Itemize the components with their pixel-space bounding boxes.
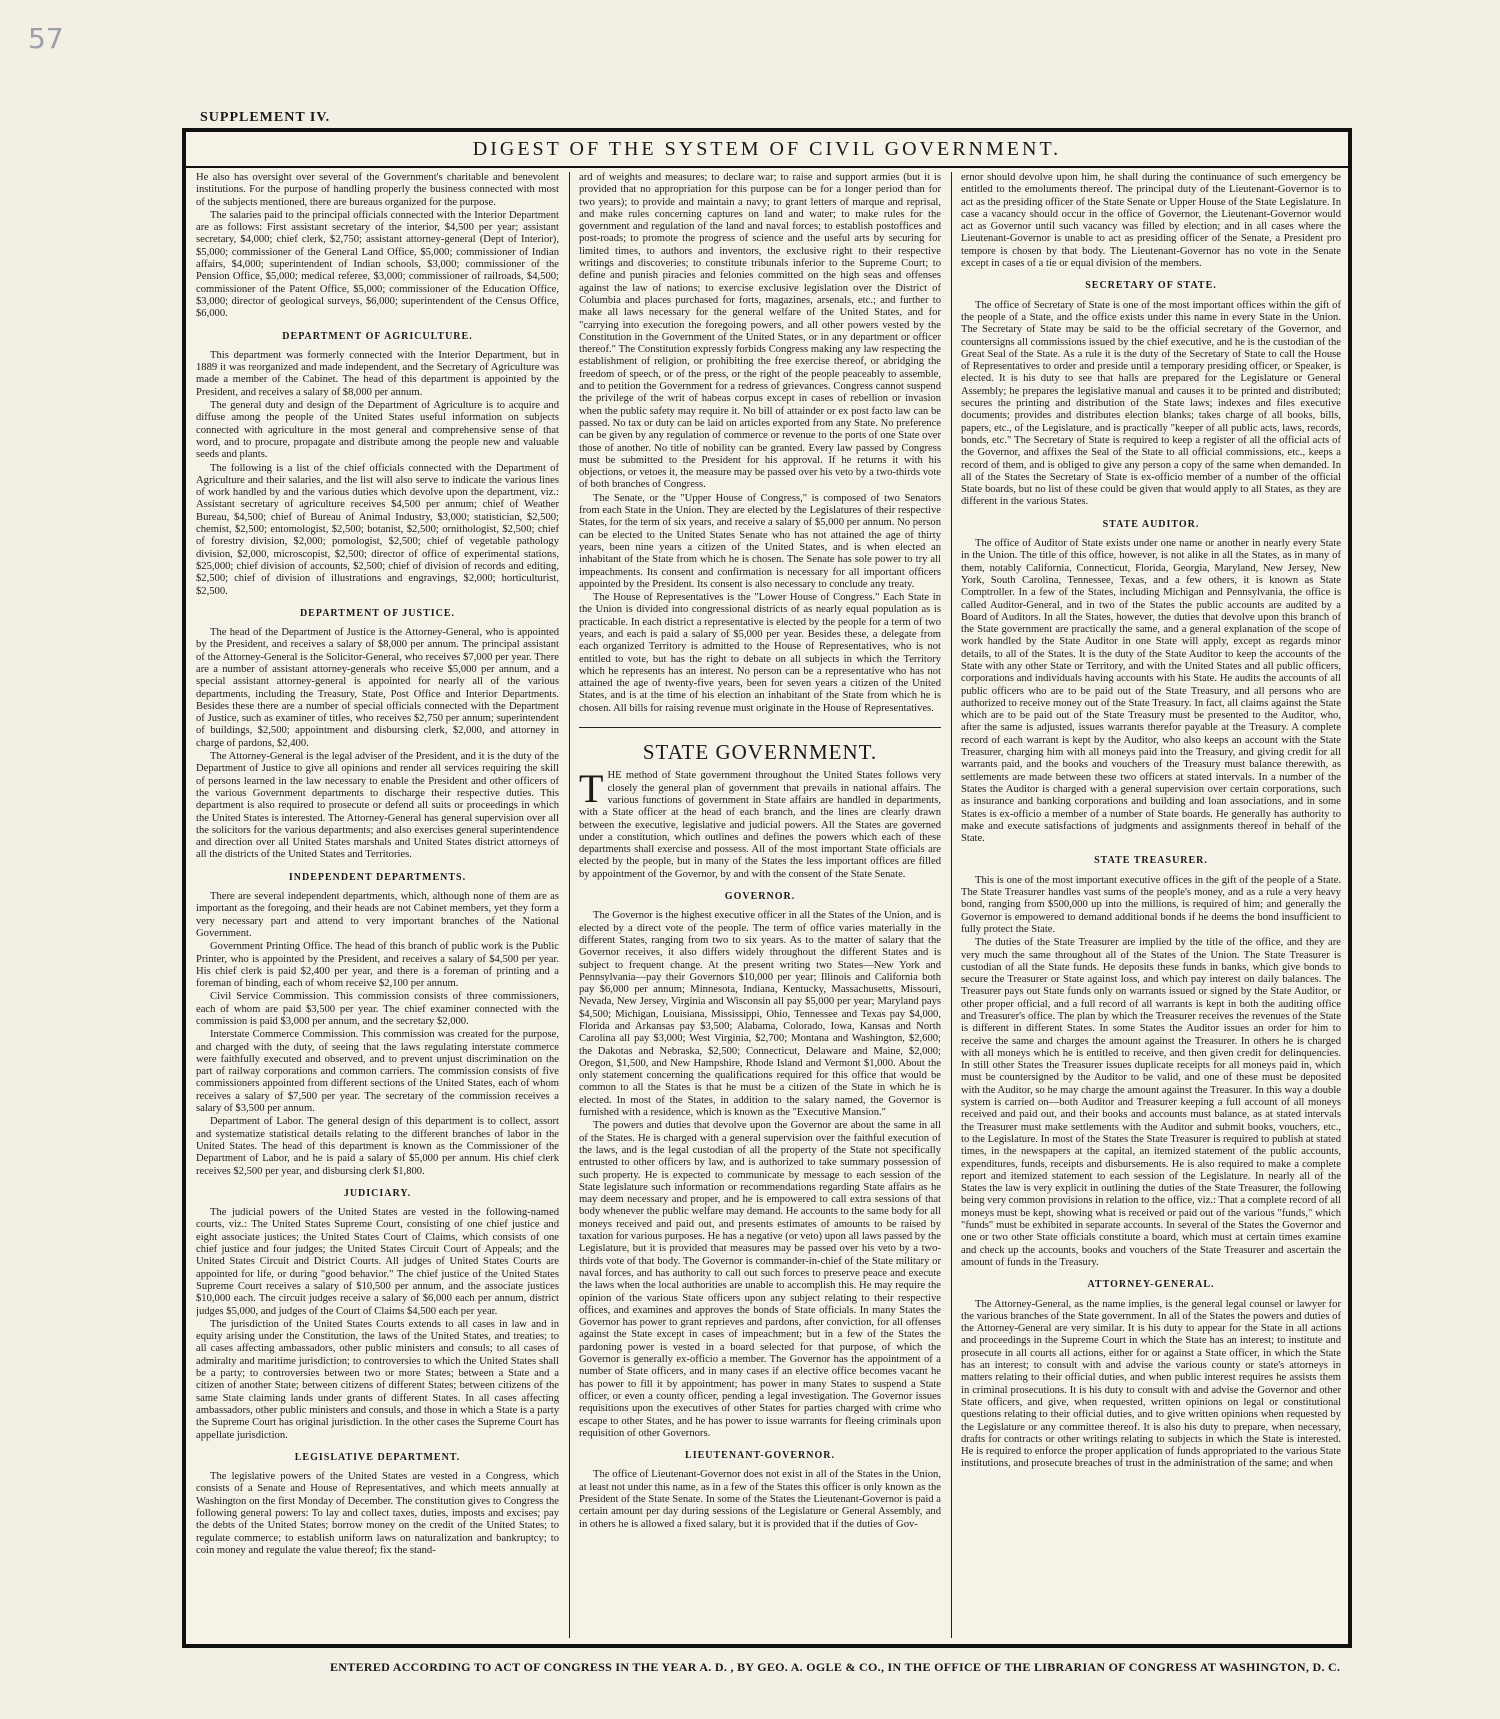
- section-heading-governor: GOVERNOR.: [724, 891, 796, 903]
- paragraph: The general duty and design of the Department of Agriculture is to acquire and diffuse among the people of the United States useful information on subjects connected with agriculture in the most general and comprehensive sense of that word, and to procure, propagate and distribute among the people new and valuable seeds and plants.: [196, 400, 559, 461]
- paragraph: The office of Secretary of State is one of the most important offices within the gift of the people of a State, and the office exists under this name in every State in the Union. The Secretary of State may be said to be the official secretary of the Governor, and countersigns all commissions issued by the chief executive, and he is the custodian of the Great Seal of the State. As a rule it is the duty of the Secretary of State to call the House of Representatives to order and preside until a temporary presiding officer, or Speaker, is elected. It is his duty to see that halls are prepared for the Legislature or General Assembly; he prepares the legislative manual and causes it to be printed and distributed; secures the printing and distribution of the State laws; indexes and files executive documents; provides and distributes election blanks; takes charge of all books, bills, papers, etc., of the Legislature, and is practically "keeper of all public acts, laws, records, bonds, etc." The Secretary of State is required to keep a register of all the official acts of the Governor, and affixes the Seal of the State to all official commissions, etc., keeps a record of them, and is obliged to give any person a copy of the same when demanded. In all of the States the Secretary of State is ex-officio member of a number of the official State boards, but no list of these could be given that would apply to all States, as they are different in the various States.: [961, 299, 1341, 508]
- section-heading-agriculture: DEPARTMENT OF AGRICULTURE.: [282, 330, 473, 342]
- page-frame: [182, 128, 1352, 1648]
- margin-page-number: 57: [28, 22, 64, 55]
- paragraph: The Governor is the highest executive officer in all the States of the Union, and is elected by a direct vote of the people. The term of office varies materially in the different States, ranging from two to six years. As to the matter of salary that the Governor receives, it also differs widely throughout the different States and is subject to frequent change. At the present writing two States—New York and Pennsylvania—pay their Governors $10,000 per year; Illinois and California both pay $6,000 per annum; Minnesota, Indiana, Kentucky, Massachusetts, Missouri, Nevada, New Jersey, Virginia and Wisconsin all pay $5,000 per year; Maryland pays $4,500; Michigan, Louisiana, Mississippi, Ohio, Tennessee and Texas pay $4,000, Florida and Arkansas pay $3,500; Alabama, Colorado, Iowa, Kansas and North Carolina all pay $3,000; West Virginia, $2,700; Montana and Washington, $2,600; the Dakotas and Nebraska, $2,500; Connecticut, Delaware and Maine, $2,000; Oregon, $1,500, and New Hampshire, Rhode Island and Vermont $1,000. About the only statement concerning the qualifications required for this office that would be common to all the States is that he must be a citizen of the State in which he is elected. In most of the States, in addition to the salary named, the Governor is furnished with a residence, which is known as the "Executive Mansion.": [579, 910, 941, 1119]
- section-heading-state-auditor: STATE AUDITOR.: [1102, 518, 1200, 530]
- paragraph-text: HE method of State government throughout the United States follows very closely the general plan of government that prevails in national affairs. The various functions of government in State affairs are handled in departments, with a State officer at the head of each branch, and the lines are clearly drawn between the executive, legislative and judicial powers. All the States are governed under a constitution, which outlines and defines the powers which each of these departments shall exercise and possess. All of the most important State officials are elected by the people, but in many of the States the less important offices are filled by appointment of the Governor, by and with the consent of the State Senate.: [579, 770, 941, 880]
- copyright-footer: ENTERED ACCORDING TO ACT OF CONGRESS IN THE YEAR A. D. , BY GEO. A. OGLE & CO., IN THE OFFICE OF THE LIBRARIAN OF CONGRESS AT WASHINGTON, D. C.: [330, 1660, 1341, 1674]
- column-1: [196, 172, 559, 1636]
- paragraph: Department of Labor. The general design of this department is to collect, assort and systematize statistical details relating to the different branches of labor in the United States. The head of this department is known as the Commissioner of the Department of Labor, and he is paid a salary of $5,000 per annum. His chief clerk receives $2,500 per year, and disbursing clerk $1,800.: [196, 1116, 559, 1177]
- paragraph: The judicial powers of the United States are vested in the following-named courts, viz.: The United States Supreme Court, consisting of one chief justice and eight associate justices; the United States Court of Claims, which consists of one chief justice and four judges; the United States Circuit Court of Appeals; and the United States Circuit and District Courts. All judges of United States Courts are appointed for life, or during "good behavior." The chief justice of the United States Supreme Court receives a salary of $10,500 per annum, and the associate justices $10,000 each. The circuit judges receive a salary of $6,000 each per annum, district judges $5,000, and judges of the Court of Claims $4,500 each per year.: [196, 1207, 559, 1317]
- paragraph: The legislative powers of the United States are vested in a Congress, which consists of a Senate and House of Representatives, and which meets annually at Washington on the first Monday of December. The constitution gives to Congress the following general powers: To lay and collect taxes, duties, imposts and excises; pay the debts of the United States; borrow money on the credit of the United States; to regulate commerce; to establish uniform laws on naturalization and bankruptcy; to coin money and regulate the value thereof; fix the stand-: [196, 1471, 559, 1556]
- paragraph: Civil Service Commission. This commission consists of three commissioners, each of whom are paid $3,500 per year. The chief examiner connected with the commission is paid $3,000 per annum, and the secretary $2,000.: [196, 991, 559, 1027]
- paragraph: ernor should devolve upon him, he shall during the continuance of such emergency be entitled to the emoluments thereof. The principal duty of the Lieutenant-Governor is to act as the presiding officer of the State Senate or Upper House of the State Legislature. In case a vacancy should occur in the office of Governor, the Lieutenant-Governor would act as Governor until such vacancy was filled by election; and in all cases where the Lieutenant-Governor is unable to act as presiding officer of the Senate, a President pro tempore is chosen by that body. The Lieutenant-Governor has no vote in the Senate except in cases of a tie or equal division of the members.: [961, 172, 1341, 270]
- section-heading-justice: DEPARTMENT OF JUSTICE.: [299, 607, 456, 619]
- state-government-section: [579, 727, 941, 881]
- paragraph: ard of weights and measures; to declare war; to raise and support armies (but it is provided that no appropriation for this purpose can be for a longer period than for two years); to provide and maintain a navy; to grant letters of marque and reprisal, and make rules concerning captures on land and water; to make rules for the government and regulation of the land and naval forces; to establish postoffices and post-roads; to promote the progress of science and the useful arts by securing for limited times, to authors and inventors, the exclusive right to their respective writings and discoveries; to constitute tribunals inferior to the Supreme Court; to define and punish piracies and felonies committed on the high seas and offenses against the law of nations; to exercise exclusive legislation over the District of Columbia and places purchased for forts, magazines, arsenals, etc.; and further to make all laws necessary for the general welfare of the United States, and for "carrying into execution the foregoing powers, and all other powers vested by the Constitution in the Government of the United States, or in any department or officer thereof." The Constitution expressly forbids Congress making any law respecting the establishment of religion, or prohibiting the free exercise thereof, or abridging the freedom of speech, or of the press, or the right of the people peaceably to assemble, and to petition the Government for a redress of grievances. Congress cannot suspend the privilege of the writ of habeas corpus except in cases of rebellion or invasion when the public safety may require it. No bill of attainder or ex post facto law can be passed. No tax or duty can be laid on articles exported from any State. No preference can be given by any regulation of commerce or revenue to the ports of one State over those of another. No title of nobility can be granted. Every law passed by Congress must be submitted to the President for his approval. If he returns it with his objections, or vetoes it, the measure may be passed over his veto by a two-thirds vote of both branches of Congress.: [579, 172, 941, 491]
- paragraph: Interstate Commerce Commission. This commission was created for the purpose, and charged with the duty, of seeing that the laws regulating interstate commerce were faithfully executed and observed, and to prevent unjust discrimination on the part of railway corporations and common carriers. The commission consists of five commissioners appointed from different sections of the United States, each of whom receives a salary of $7,500 per year. The secretary of the commission receives a salary of $3,500 per annum.: [196, 1029, 559, 1115]
- section-heading-state-treasurer: STATE TREASURER.: [1094, 855, 1208, 867]
- drop-cap: T: [579, 766, 604, 812]
- paragraph: The office of Lieutenant-Governor does not exist in all of the States in the Union, at least not under this name, as in a few of the States this officer is only known as the President of the State Senate. In some of the States the Lieutenant-Governor is paid a certain amount per day during sessions of the Legislature or General Assembly, and in others he is allowed a fixed salary, but it is provided that if the duties of Gov-: [579, 1469, 941, 1530]
- section-heading-legislative: LEGISLATIVE DEPARTMENT.: [294, 1451, 461, 1463]
- column-rule: [569, 172, 570, 1638]
- masthead-title: DIGEST OF THE SYSTEM OF CIVIL GOVERNMENT.: [186, 132, 1348, 168]
- paragraph: Government Printing Office. The head of this branch of public work is the Public Printer, who is appointed by the President, and receives a salary of $4,500 per year. His chief clerk is paid $2,400 per year, and there is a foreman of printing and a foreman of binding, each of whom receive $2,100 per annum.: [196, 941, 559, 990]
- paragraph: This department was formerly connected with the Interior Department, but in 1889 it was reorganized and made independent, and the Secretary of Agriculture was made a member of the Cabinet. The head of this department is appointed by the President, and receives a salary of $8,000 per annum.: [196, 349, 559, 398]
- paragraph: The Attorney-General, as the name implies, is the general legal counsel or lawyer for the various branches of the State government. In all of the States the powers and duties of the Attorney-General are very similar. It is his duty to appear for the State in all actions and proceedings in the Supreme Court in which the State has an interest; to institute and prosecute in all courts all actions, either for or against a State officer, in which the State has an interest; to consult with and advise the various county or state's attorneys in matters relating to their official duties, and when public interest requires he assists them in criminal prosecutions. It is his duty to consult with and advise the Governor and other State officers, and give, when requested, written opinions on legal or constitutional questions relating to their official duties, and to give written opinions when requested by the Legislature or any committee thereof. It is also his duty to prepare, when necessary, drafts for contracts or other writings relating to subjects in which the State is interested. He is required to enforce the proper application of funds appropriated to the various State institutions, and prosecute breaches of trust in the administration of the same; and when: [961, 1298, 1341, 1470]
- paragraph: He also has oversight over several of the Government's charitable and benevolent institutions. For the purpose of handling properly the business connected with most of the subjects mentioned, there are bureaus organized for the purpose.: [196, 172, 559, 208]
- paragraph: The powers and duties that devolve upon the Governor are about the same in all of the States. He is charged with a general supervision over the faithful execution of the laws, and is the legal custodian of all the property of the State not specifically entrusted to other officers by law, and is authorized to take summary possession of such property. He is expected to communicate by message to each session of the State legislature such information or recommendations regarding State affairs as he may deem necessary and proper, and he is empowered to call extra sessions of that body whenever the public welfare may demand. He accounts to the same body for all moneys received and paid out, and presents estimates of amounts to be raised by taxation for various purposes. He has a negative (or veto) upon all laws passed by the Legislature, but it is provided that measures may be passed over his veto by a two-thirds vote of that body. The Governor is commander-in-chief of the State military or naval forces, and has authority to call out such forces to preserve peace and execute the laws when the local authorities are unable to accomplish this. He may require the opinion of the various State officers upon any subject relating to their respective offices, and examines and approves the bonds of State officials. In many States the Governor has power to grant reprieves and pardons, after conviction, for all offenses against the State except in cases of impeachment; but in a few of the States the pardoning power is vested in a board selected for that purpose, of which the Governor is generally ex-officio a member. The Governor has the appointment of a number of State officers, and in many cases if an elective office becomes vacant he has power to fill it by appointment; has power in many States to suspend a State officer, or even a county officer, pending a legal investigation. The Governor issues requisitions upon the executives of other States for parties charged with crime who escape to other States, and he has power to issue warrants for fleeing criminals upon requisition of other Governors.: [579, 1120, 941, 1439]
- paragraph: The office of Auditor of State exists under one name or another in nearly every State in the Union. The title of this office, however, is not alike in all the States, as in many of them, notably California, Connecticut, Florida, Georgia, Maryland, New Jersey, New York, South Carolina, Tennessee, Texas, and a few others, it is known as State Comptroller. In a few of the States, including Michigan and Pennsylvania, the office is called Auditor-General, and in two of the States the public accounts are audited by a Board of Auditors. In all the States, however, the duties that devolve upon this branch of the State government are practically the same, and a general explanation of the scope of work handled by the State Auditor in one State will apply, except as regards minor details, to all of the States. It is the duty of the State Auditor to keep the accounts of the State with any other State or Territory, and with the United States and all public officers, corporations and individuals having accounts with his State. He audits the accounts of all public officers who are to be paid out of the State Treasury, and all persons who are authorized to receive money out of the State Treasury. In fact, all claims against the State which are to be paid out of the State Treasury must be presented to the Auditor, who, after the same is adjusted, issues warrants therefor payable at the Treasury. A complete record of each warrant is kept by the Auditor, who also keeps an account with the State Treasurer, charging him with all moneys paid into the Treasury, and giving credit for all warrants paid, and the books and vouchers of the Treasury must balance therewith, as settlements are made between these two officers at stated intervals. In a number of the States the Auditor is charged with a general supervision over certain corporations, such as insurance and banking corporations and building and loan associations, and in some States is ex-officio a member of a number of State boards. He generally has authority to make and execute satisfactions of judgments and assignments thereof in behalf of the State.: [961, 538, 1341, 845]
- paragraph: The duties of the State Treasurer are implied by the title of the office, and they are very much the same throughout all of the States of the Union. The State Treasurer is custodian of all the State funds. He deposits these funds in banks, which give bonds to secure the Treasurer or State against loss, and which pay interest on daily balances. The Treasurer pays out State funds only on warrants issued or signed by the State Auditor, or other proper official, and a full record of all warrants is kept in both the auditing office and Treasurer's office. The plan by which the Treasurer receives the revenues of the State is different in different States. In some States the Auditor issues an order for him to receive the same and charges the amount against the Treasurer. In others he is charged with all moneys which he is entitled to receive, and then given credit for delinquencies. In still other States the Treasurer issues duplicate receipts for all moneys paid in, which must be countersigned by the Auditor to be valid, and one of these must be deposited with the Auditor, so he may charge the amount against the Treasurer. In this way a double system is carried on—both Auditor and Treasurer keeping a full account of all moneys received and paid out, and their books and accounts must balance, as at stated intervals the Treasurer must make settlements with the Auditor and submit books, vouchers, etc., to the Legislature. In most of the States the State Treasurer is required to publish at stated times, in the newspapers at the capital, an itemized statement of the public accounts, expenditures, funds, receipts and disbursements. He is also required to make a complete report and itemized statement to each session of the Legislature. In nearly all of the States the law is very explicit in outlining the duties of the State Treasurer, the following being very common provisions in relation to the office, viz.: That a complete record of all moneys must be kept, showing what is received or paid out of the various "funds," which "funds" must be exhibited in separate accounts. In several of the States the Governor and one or two other State officials constitute a board, which must at certain times examine and check up the accounts, books and vouchers of the State Treasurer and ascertain the amount of funds in the Treasury.: [961, 937, 1341, 1268]
- section-heading-lieutenant-governor: LIEUTENANT-GOVERNOR.: [685, 1450, 835, 1462]
- paragraph: The head of the Department of Justice is the Attorney-General, who is appointed by the President, and receives a salary of $8,000 per annum. The principal assistant of the Attorney-General is the Solicitor-General, who receives $7,000 per year. There are a number of assistant attorney-generals who receive $5,000 per annum, and a special assistant attorney-general is appointed for nearly all of the various departments, including the Treasury, State, Post Office and Interior Departments. Besides these there are a number of special officials connected with the Department of Justice, such as examiner of titles, who receives $2,750 per annum; superintendent of buildings, $2,500; appointment and disbursing clerk, $2,000, and attorney in charge of pardons, $2,400.: [196, 627, 559, 749]
- state-government-title: STATE GOVERNMENT.: [642, 740, 878, 765]
- paragraph: The salaries paid to the principal officials connected with the Interior Department are as follows: First assistant secretary of the interior, $4,500 per year; assistant secretary, $4,000; chief clerk, $2,750; assistant attorney-general (Dept of Interior), $5,000; commissioner of the General Land Office, $5,000; commissioner of Indian affairs, $4,000; superintendent of Indian schools, $3,000; commissioner of the Pension Office, $5,000; medical referee, $3,000; commissioner of railroads, $4,500; commissioner of the Patent Office, $5,000; commissioner of the Education Office, $3,000; director of geological surveys, $6,000; superintendent of the Census Office, $6,000.: [196, 209, 559, 320]
- supplement-label: SUPPLEMENT IV.: [200, 110, 331, 125]
- paragraph: The following is a list of the chief officials connected with the Department of Agriculture and their salaries, and the list will also serve to indicate the various lines of work handled by and the various duties which devolve upon the department, viz.: Assistant secretary of agriculture receives $4,500 per annum; chief of Weather Bureau, $4,500; chief of Bureau of Animal Industry, $3,000; statistician, $2,500; chemist, $2,500; entomologist, $2,500; botanist, $2,500; ornithologist, $2,500; chief of forestry division, $2,000; pomologist, $2,500; chief of vegetable pathology division, $2,000, microscopist, $2,500; director of office of experimental stations, $25,000; chief division of accounts, $2,500; chief of division of records and editing, $2,500; chief of division of illustrations and engravings, $2,000; horticulturist, $2,500.: [196, 462, 559, 597]
- paragraph: The Attorney-General is the legal adviser of the President, and it is the duty of the Department of Justice to give all opinions and render all services requiring the skill of persons learned in the law necessary to enable the President and other officers of the various Government departments to discharge their respective duties. This department is also required to prosecute or defend all suits or proceedings in which the United States is interested. The Attorney-General has general supervision over all the solicitors for the various departments; and also exercises general superintendence and direction over all United States marshals and United States district attorneys of all the districts of the United States and Territories.: [196, 751, 559, 861]
- paragraph: [579, 766, 941, 881]
- paragraph: The jurisdiction of the United States Courts extends to all cases in law and in equity arising under the Constitution, the laws of the United States, and treaties; to all cases affecting ambassadors, other public ministers and consuls; to all cases of admiralty and maritime jurisdiction; to controversies to which the United States shall be a party; to controversies between two or more States; between a State and a citizen of another State; between citizens of different States; between citizens of the same State claiming lands under grants of different States. In all cases affecting ambassadors, other public ministers and consuls, and those in which a State is a party the Supreme Court has original jurisdiction. In the other cases the Supreme Court has appellate jurisdiction.: [196, 1318, 559, 1441]
- section-heading-judiciary: JUDICIARY.: [343, 1187, 412, 1199]
- section-heading-independent: INDEPENDENT DEPARTMENTS.: [288, 871, 467, 883]
- column-2: [579, 172, 941, 1636]
- paragraph: The House of Representatives is the "Lower House of Congress." Each State in the Union is divided into congressional districts of as nearly equal population as is practicable. In each district a representative is elected by the people for a term of two years, and each is paid a salary of $5,000 per year. Besides these, a delegate from each organized Territory is admitted to the House of Representatives, who is not entitled to vote, but has the right to debate on all subjects in which the Territory which he represents has an interest. No person can be a representative who has not attained the age of twenty-five years, been for seven years a citizen of the United States, and is at the time of his election an inhabitant of the State from which he is chosen. All bills for raising revenue must originate in the House of Representatives.: [579, 592, 941, 714]
- paragraph: This is one of the most important executive offices in the gift of the people of a State. The State Treasurer handles vast sums of the people's money, and as a rule a very heavy bond, ranging from $500,000 up into the millions, is required of him; and generally the Governor is empowered to demand additional bonds if he deems the bond insufficient to fully protect the State.: [961, 874, 1341, 935]
- section-heading-attorney-general: ATTORNEY-GENERAL.: [1087, 1279, 1215, 1291]
- column-3: [961, 172, 1341, 1636]
- section-heading-secretary-of-state: SECRETARY OF STATE.: [1085, 280, 1217, 292]
- column-rule: [951, 172, 952, 1638]
- paragraph: There are several independent departments, which, although none of them are as important as the foregoing, and their heads are not Cabinet members, yet they form a very necessary part and attend to very important branches of the National Government.: [196, 891, 559, 939]
- paragraph: The Senate, or the "Upper House of Congress," is composed of two Senators from each State in the Union. They are elected by the Legislatures of their respective States, for the term of six years, and receive a salary of $5,000 per annum. No person can be elected to the United States Senate who has not attained the age of thirty years, been nine years a citizen of the United States, and is when elected an inhabitant of the State from which he is chosen. The Senate has sole power to try all impeachments. Its consent and confirmation is necessary for all important officers appointed by the President. Its consent is also necessary to conclude any treaty.: [579, 492, 941, 590]
